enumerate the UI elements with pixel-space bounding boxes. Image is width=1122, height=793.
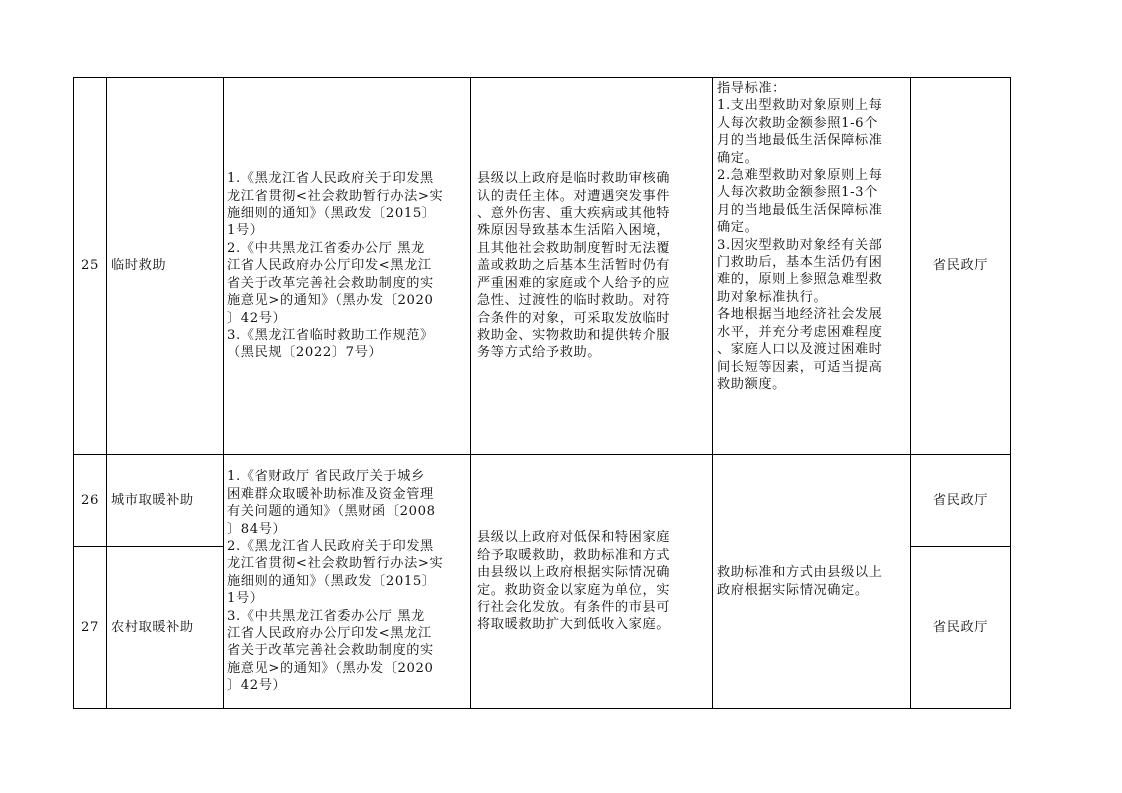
table-row <box>74 78 1011 455</box>
policy-basis-text: 1.《省财政厅 省民政厅关于城乡 困难群众取暖补助标准及资金管理 有关问题的通知》（黑财函〔2008 〕84号） 2.《黑龙江省人民政府关于印发黑 龙江省贯彻<社会救助暂行办法>实 施细则的通知》（黑政发〔2015〕 1号） 3.《中共黑龙江省委办公厅 黑龙 江省人民政府办公厅印发<黑龙江 省关于改革完善社会救助制度的实 施意见>的通知》（黑办发〔2020 〕42号） <box>227 469 444 694</box>
responsibility-text: 县级以上政府是临时救助审核确 认的责任主体。对遭遇突发事件 、意外伤害、重大疾病或其他特 殊原因导致基本生活陷入困境， 且其他社会救助制度暂时无法覆 盖或救助之后基本生活暂时仍有 严重困难的家庭或个人给予的应 急性、过渡性的临时救助。对符 合条件的对象，可采取发放临时 救助金、实物救助和提供转介服 务等方式给予救助。 <box>477 171 671 361</box>
responsibility <box>471 455 713 709</box>
responsibility-text: 县级以上政府对低保和特困家庭 给予取暖救助，救助标准和方式 由县级以上政府根据实际情况确 定。救助资金以家庭为单位，实 行社会化发放。有条件的市县可 将取暖救助扩大到低收入家庭。 <box>477 530 671 633</box>
department: 省民政厅 <box>911 78 1011 455</box>
policy-basis <box>224 455 471 709</box>
item-name: 农村取暖补助 <box>107 547 224 709</box>
item-name: 城市取暖补助 <box>107 455 224 547</box>
standard <box>713 455 911 709</box>
table-row <box>74 455 1011 547</box>
row-number: 27 <box>74 547 107 709</box>
standard <box>713 78 911 455</box>
responsibility <box>471 78 713 455</box>
policy-basis-text: 1.《黑龙江省人民政府关于印发黑 龙江省贯彻<社会救助暂行办法>实 施细则的通知》（黑政发〔2015〕 1号） 2.《中共黑龙江省委办公厅 黑龙 江省人民政府办公厅印发<黑龙江 省关于改革完善社会救助制度的实 施意见>的通知》（黑办发〔2020 〕42号） 3.《黑龙江省临时救助工作规范》 （黑民规〔2022〕7号） <box>227 171 444 361</box>
policy-basis <box>224 78 471 455</box>
standard-text: 指导标准： 1.支出型救助对象原则上每 人每次救助金额参照1-6个 月的当地最低生活保障标准 确定。 2.急难型救助对象原则上每 人每次救助金额参照1-3个 月的当地最低生活保障标准 确定。 3.因灾型救助对象经有关部 门救助后，基本生活仍有困 难的，原则上参照急难型救 助对象标准执行。 各地根据当地经济社会发展 水平，并充分考虑困难程度 、家庭人口以及渡过困难时 间长短等因素，可适当提高 救助额度。 <box>717 81 883 392</box>
department: 省民政厅 <box>911 547 1011 709</box>
row-number: 26 <box>74 455 107 547</box>
item-name: 临时救助 <box>107 78 224 455</box>
policy-table <box>73 77 1011 709</box>
row-number: 25 <box>74 78 107 455</box>
standard-text: 救助标准和方式由县级以上 政府根据实际情况确定。 <box>717 565 883 598</box>
department: 省民政厅 <box>911 455 1011 547</box>
